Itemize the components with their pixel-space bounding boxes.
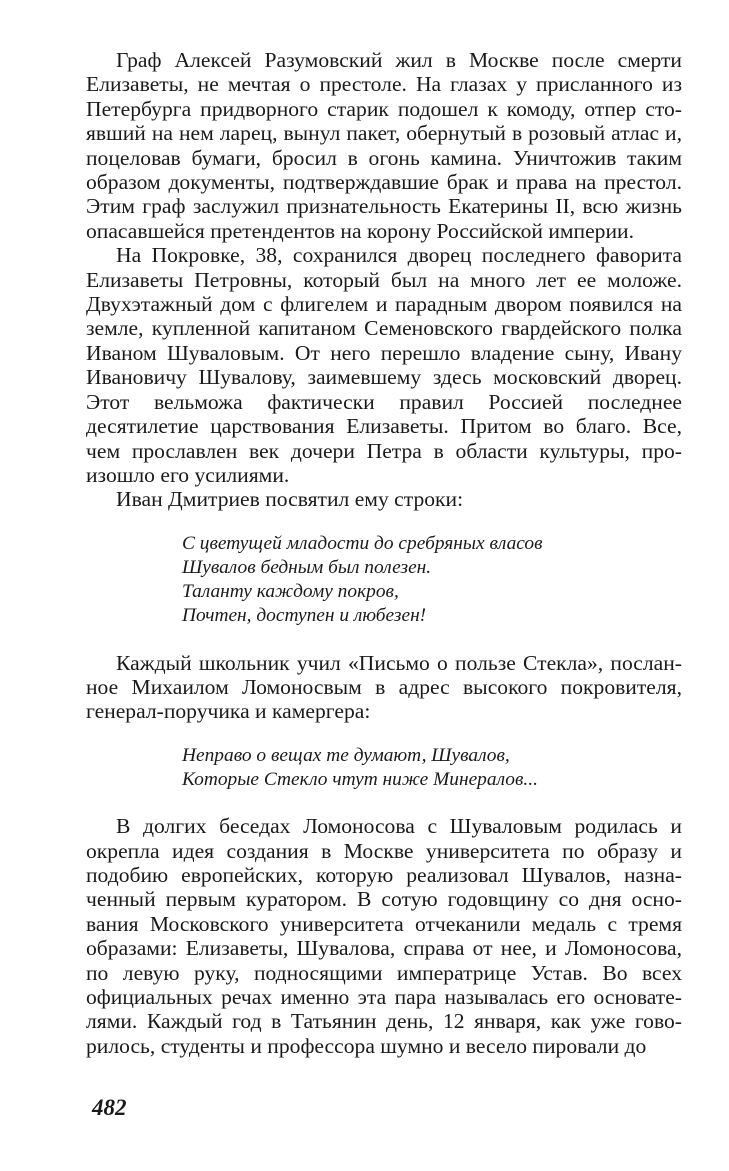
verse-line: С цветущей младости до сребряных власов — [182, 532, 543, 554]
page-body — [86, 48, 682, 1058]
verse-line: Шувалов бедным был полезен. — [182, 556, 432, 578]
spacer — [86, 724, 682, 744]
paragraph-pokrovka-palace: На Покровке, 38, сохранился дворец последнего фаворита Елизаветы Петровны, который был на много лет ее моложе. Двухэтажный дом с флигелем и парадным двором появился на земле, купленной капитаном Семеновского гвардейского полка Иваном Шуваловым. От него перешло владение сыну, Ивану Ивановичу Шувалову, заимевшему здесь московский дворец. Этот вельможа фактически правил Россией последнее десятилетие царствования Елизаветы. Притом во благо. Все, чем прославлен век дочери Петра в области культуры, произошло его усилиями. — [86, 243, 682, 487]
verse-line: Которые Стекло чтут ниже Минералов... — [182, 768, 538, 790]
paragraph-university: В долгих беседах Ломоносова с Шуваловым родилась и окрепла идея создания в Москве университета по образу и подобию европейских, которую реализовал Шувалов, назначенный первым куратором. В сотую годовщину со дня основания Московского университета отчеканили медаль с тремя образами: Елизаветы, Шувалова, справа от нее, и Ломоносова, по левую руку, подносящими императрице Устав. Во всех официальных речах именно эта пара называлась его основателями. Каждый год в Татьянин день, 12 января, как уже говорилось, студенты и профессора шумно и весело пировали до — [86, 814, 682, 1058]
paragraph-dmitriev-intro: Иван Дмитриев посвятил ему строки: — [116, 487, 464, 512]
verse-lomonosov — [86, 744, 682, 792]
spacer — [86, 629, 682, 651]
verse-line: Почтен, доступен и любезен! — [182, 605, 427, 627]
spacer — [86, 792, 682, 814]
verse-dmitriev — [86, 532, 682, 629]
paragraph-razumovsky: Граф Алексей Разумовский жил в Москве после смерти Елизаветы, не мечтая о престоле. На глазах у присланного из Петербурга придворного старик подошел к комоду, отпер стоявший на нем ларец, вынул пакет, обернутый в розовый атлас и, поцеловав бумаги, бросил в огонь камина. Уничтожив таким образом документы, подтверждавшие брак и права на престол. Этим граф заслужил признательность Екатерины II, всю жизнь опасавшейся претендентов на корону Российской империи. — [86, 48, 682, 243]
verse-line: Таланту каждому покров, — [182, 581, 399, 603]
verse-line: Неправо о вещах те думают, Шувалов, — [182, 744, 510, 766]
spacer — [86, 512, 682, 532]
page-number: 482 — [92, 1095, 127, 1120]
paragraph-lomonosov-letter: Каждый школьник учил «Письмо о пользе Стекла», посланное Михаилом Ломоносвым в адрес высокого покровителя, генерал-поручика и камергера: — [86, 650, 682, 724]
